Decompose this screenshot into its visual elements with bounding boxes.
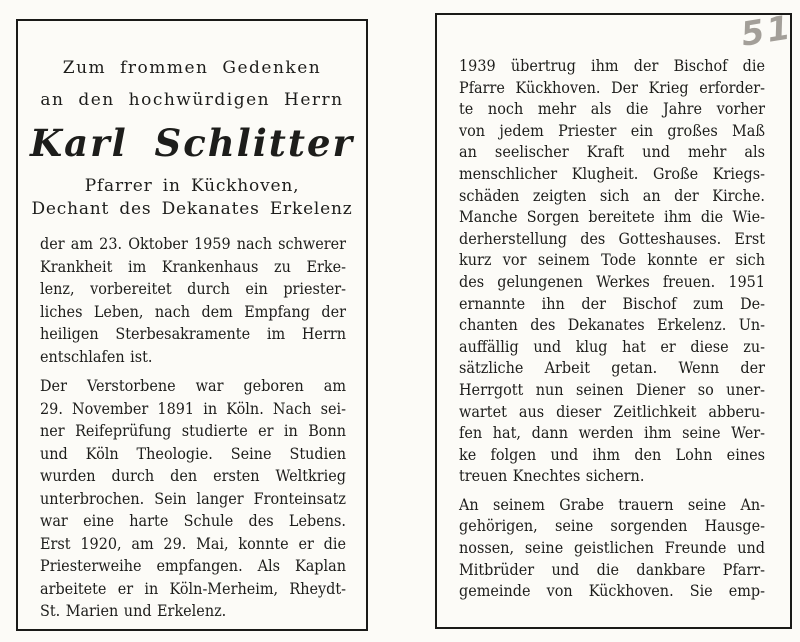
text-line: ernannte ihn der Bischof zum De- xyxy=(459,293,765,313)
right-page-body-text xyxy=(459,55,765,602)
text-line: wurden durch den ersten Weltkrieg xyxy=(40,466,346,485)
text-line: war eine harte Schule des Lebens. xyxy=(40,511,346,530)
text-line: an seelischer Kraft und mehr als xyxy=(459,142,765,162)
paragraph xyxy=(459,55,765,487)
text-line: St. Marien und Erkelenz. xyxy=(40,601,227,620)
text-line: Manche Sorgen bereitete ihm die Wie- xyxy=(459,207,765,227)
text-line: von jedem Priester ein großes Maß xyxy=(459,120,765,140)
text-line: treuen Knechtes sichern. xyxy=(459,466,645,486)
left-page-header xyxy=(18,21,366,221)
text-line: des gelungenen Werkes freuen. 1951 xyxy=(459,271,765,291)
title-line-1: Pfarrer in Kückhoven, xyxy=(84,176,300,196)
text-line: fen hat, dann werden ihm seine Wer- xyxy=(459,423,765,443)
text-line: An seinem Grabe trauern seine An- xyxy=(459,494,765,514)
text-line: ke folgen und ihm den Lohn eines xyxy=(459,444,765,464)
text-line: kurz vor seinem Tode konnte er sich xyxy=(459,250,765,270)
paragraph xyxy=(40,375,346,623)
memorial-card-right-page xyxy=(435,7,796,629)
text-line: arbeitete er in Köln-Merheim, Rheydt- xyxy=(40,578,346,598)
title-line-2: Dechant des Dekanates Erkelenz xyxy=(31,199,353,219)
text-line: Pfarre Kückhoven. Der Krieg erforder- xyxy=(459,77,765,97)
text-line: sätzliche Arbeit getan. Wenn der xyxy=(459,358,765,378)
text-line: chanten des Dekanates Erkelenz. Un- xyxy=(459,315,765,335)
memorial-card-left-page xyxy=(16,19,368,631)
text-line: 1939 übertrug ihm der Bischof die xyxy=(459,56,765,75)
text-line: entschlafen ist. xyxy=(40,346,153,366)
dedication-line-2: an den hochwürdigen Herrn xyxy=(40,90,344,110)
text-line: auffällig und klug hat er diese zu- xyxy=(459,336,765,356)
text-line: und Köln Theologie. Seine Studien xyxy=(40,443,346,463)
text-line: Herrgott nun seinen Diener so uner- xyxy=(459,379,765,399)
handwritten-page-number: 51 xyxy=(738,7,796,54)
text-line: ner Reifeprüfung studierte er in Bonn xyxy=(40,421,346,440)
text-line: gehörigen, seine sorgenden Hausge- xyxy=(459,516,765,536)
text-line: schäden zeigten sich an der Kirche. xyxy=(459,185,765,205)
text-line: menschlicher Klugheit. Große Kriegs- xyxy=(459,163,765,183)
text-line: unterbrochen. Sein langer Fronteinsatz xyxy=(40,488,346,508)
text-line: derherstellung des Gotteshauses. Erst xyxy=(459,228,765,248)
text-line: der am 23. Oktober 1959 nach schwerer xyxy=(40,234,346,253)
left-page-body-text xyxy=(40,233,346,623)
text-line: Der Verstorbene war geboren am xyxy=(40,376,346,395)
text-line: liches Leben, nach dem Empfang der xyxy=(40,301,346,321)
text-line: Mitbrüder und die dankbare Pfarr- xyxy=(459,559,765,579)
dedication-line-1: Zum frommen Gedenken xyxy=(62,58,322,78)
paragraph xyxy=(40,233,346,368)
text-line: te noch mehr als die Jahre vorher xyxy=(459,99,765,119)
text-line: wartet aus dieser Zeitlichkeit abberu- xyxy=(459,401,765,421)
text-line: Krankheit im Krankenhaus zu Erke- xyxy=(40,256,346,276)
text-line: 29. November 1891 in Köln. Nach sei- xyxy=(40,398,346,418)
paragraph xyxy=(459,494,765,602)
text-line: heiligen Sterbesakramente im Herrn xyxy=(40,324,346,343)
text-line: Priesterweihe empfangen. Als Kaplan xyxy=(40,556,346,575)
text-line: lenz, vorbereitet durch ein priester- xyxy=(40,279,346,298)
deceased-name: Karl Schlitter xyxy=(29,121,355,165)
text-line: Erst 1920, am 29. Mai, konnte er die xyxy=(40,533,346,553)
text-line: gemeinde von Kückhoven. Sie emp- xyxy=(459,581,765,601)
text-line: nossen, seine geistlichen Freunde und xyxy=(459,538,765,558)
